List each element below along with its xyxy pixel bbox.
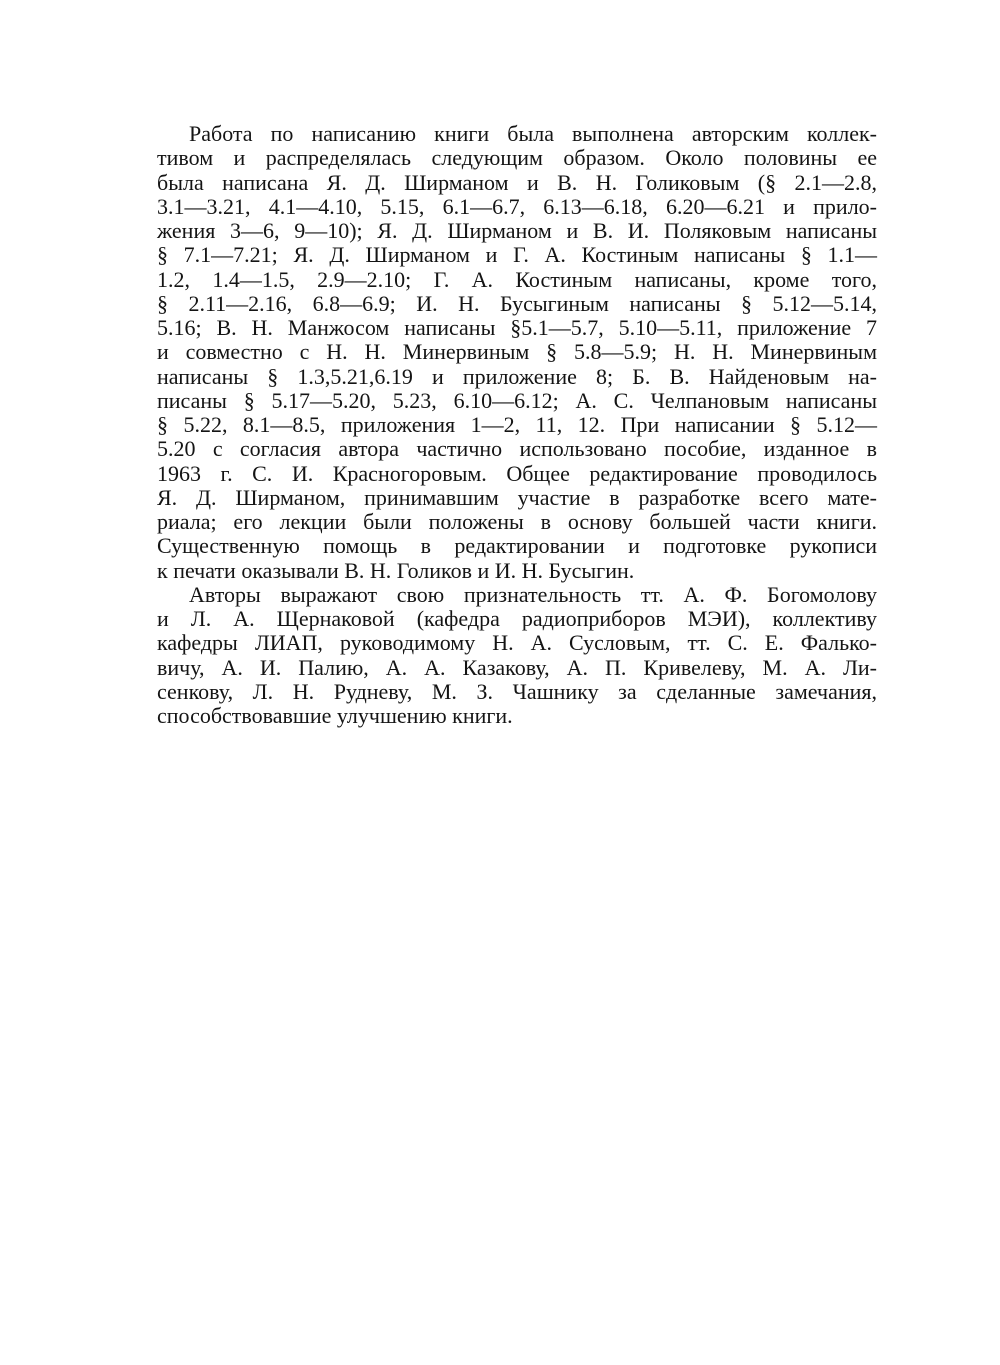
- text-line: и Л. А. Щернаковой (кафедра радиоприборов МЭИ), коллективу: [157, 606, 877, 631]
- text-line: кафедры ЛИАП, руководимому Н. А. Сусловым, тт. С. Е. Фалько-: [157, 630, 877, 656]
- text-line: вичу, А. И. Палию, А. А. Казакову, А. П. Кривелеву, М. А. Ли-: [157, 654, 877, 680]
- text-line: Авторы выражают свою признательность тт. А. Ф. Богомолову: [189, 581, 877, 607]
- paragraph-authorship: [157, 122, 877, 583]
- paragraph-acknowledgements: [157, 583, 877, 729]
- text-line: 5.20 с согласия автора частично использовано пособие, изданное в: [157, 436, 877, 462]
- text-line: 3.1—3.21, 4.1—4.10, 5.15, 6.1—6.7, 6.13—6.18, 6.20—6.21 и прило-: [157, 193, 877, 219]
- text-line: 1963 г. С. И. Красногоровым. Общее редактирование проводилось: [157, 460, 877, 486]
- text-line: написаны § 1.3,5.21,6.19 и приложение 8; Б. В. Найденовым на-: [157, 363, 877, 389]
- text-line: 5.16; В. Н. Манжосом написаны §5.1—5.7, 5.10—5.11, приложение 7: [157, 315, 877, 340]
- text-line: к печати оказывали В. Н. Голиков и И. Н. Бусыгин.: [157, 557, 635, 583]
- text-line: способствовавшие улучшению книги.: [157, 703, 513, 728]
- text-line: тивом и распределялась следующим образом. Около половины ее: [157, 145, 877, 171]
- text-line: 1.2, 1.4—1.5, 2.9—2.10; Г. А. Костиным написаны, кроме того,: [157, 266, 877, 292]
- body-text: [157, 122, 877, 728]
- text-line: жения 3—6, 9—10); Я. Д. Ширманом и В. И. Поляковым написаны: [157, 218, 877, 243]
- text-line: Существенную помощь в редактировании и подготовке рукописи: [157, 533, 877, 559]
- text-line: § 5.22, 8.1—8.5, приложения 1—2, 11, 12. При написании § 5.12—: [157, 412, 877, 437]
- text-line: Работа по написанию книги была выполнена авторским коллек-: [189, 121, 877, 146]
- text-line: § 7.1—7.21; Я. Д. Ширманом и Г. А. Костиным написаны § 1.1—: [157, 242, 877, 268]
- text-line: была написана Я. Д. Ширманом и В. Н. Голиковым (§ 2.1—2.8,: [157, 169, 877, 195]
- text-line: Я. Д. Ширманом, принимавшим участие в разработке всего мате-: [157, 484, 877, 510]
- text-line: § 2.11—2.16, 6.8—6.9; И. Н. Бусыгиным написаны § 5.12—5.14,: [157, 290, 877, 316]
- text-line: и совместно с Н. Н. Минервиным § 5.8—5.9; Н. Н. Минервиным: [157, 339, 877, 365]
- text-line: писаны § 5.17—5.20, 5.23, 6.10—6.12; А. С. Челпановым написаны: [157, 387, 877, 413]
- text-line: риала; его лекции были положены в основу большей части книги.: [157, 509, 877, 534]
- text-line: сенкову, Л. Н. Рудневу, М. З. Чашнику за сделанные замечания,: [157, 678, 877, 704]
